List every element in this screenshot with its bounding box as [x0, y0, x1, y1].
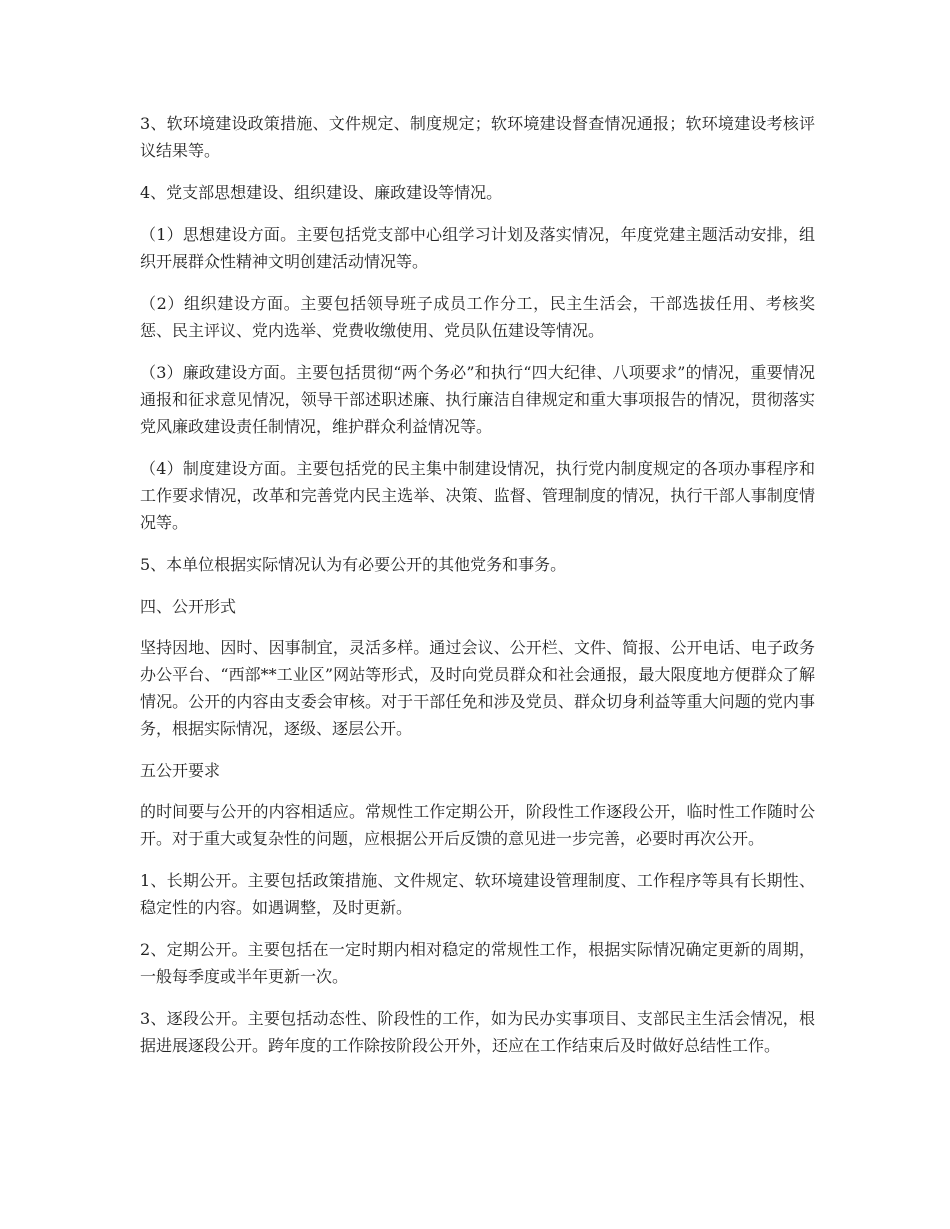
paragraph-disclosure-forms: 坚持因地、因时、因事制宜，灵活多样。通过会议、公开栏、文件、简报、公开电话、电子政务办公平台、“西部**工业区”网站等形式，及时向党员群众和社会通报，最大限度地方便群众了解情况。公开的内容由支委会审核。对于干部任免和涉及党员、群众切身利益等重大问题的党内事务，根据实际情况，逐级、逐层公开。	[140, 638, 815, 738]
paragraph-item-3-soft-environment: 3、软环境建设政策措施、文件规定、制度规定；软环境建设督查情况通报；软环境建设考核评议结果等。	[140, 114, 815, 160]
section-heading-disclosure-requirements: 五公开要求	[140, 761, 221, 780]
paragraph-organizational-building: （2）组织建设方面。主要包括领导班子成员工作分工，民主生活会，干部选拔任用、考核奖惩、民主评议、党内选举、党费收缴使用、党员队伍建设等情况。	[140, 294, 815, 340]
paragraph-system-building: （4）制度建设方面。主要包括党的民主集中制建设情况，执行党内制度规定的各项办事程序和工作要求情况，改革和完善党内民主选举、决策、监督、管理制度的情况，执行干部人事制度情况等。	[140, 459, 815, 532]
paragraph-disclosure-timing: 的时间要与公开的内容相适应。常规性工作定期公开，阶段性工作逐段公开，临时性工作随时公开。对于重大或复杂性的问题，应根据公开后反馈的意见进一步完善，必要时再次公开。	[140, 802, 815, 848]
paragraph-phased-disclosure: 3、逐段公开。主要包括动态性、阶段性的工作，如为民办实事项目、支部民主生活会情况，根据进展逐段公开。跨年度的工作除按阶段公开外，还应在工作结束后及时做好总结性工作。	[140, 1009, 815, 1055]
document-body	[140, 110, 815, 1074]
paragraph-item-4-party-branch: 4、党支部思想建设、组织建设、廉政建设等情况。	[140, 183, 503, 202]
paragraph-integrity-building: （3）廉政建设方面。主要包括贯彻“两个务必”和执行“四大纪律、八项要求”的情况，重要情况通报和征求意见情况，领导干部述职述廉、执行廉洁自律规定和重大事项报告的情况，贯彻落实党风廉政建设责任制情况，维护群众利益情况等。	[140, 363, 815, 436]
section-heading-disclosure-forms: 四、公开形式	[140, 597, 237, 616]
paragraph-long-term-disclosure: 1、长期公开。主要包括政策措施、文件规定、软环境建设管理制度、工作程序等具有长期性、稳定性的内容。如遇调整，及时更新。	[140, 871, 815, 917]
paragraph-ideological-building: （1）思想建设方面。主要包括党支部中心组学习计划及落实情况，年度党建主题活动安排，组织开展群众性精神文明创建活动情况等。	[140, 225, 815, 271]
paragraph-item-5-other-affairs: 5、本单位根据实际情况认为有必要公开的其他党务和事务。	[140, 555, 567, 574]
paragraph-periodic-disclosure: 2、定期公开。主要包括在一定时期内相对稳定的常规性工作，根据实际情况确定更新的周期，一般每季度或半年更新一次。	[140, 940, 815, 986]
